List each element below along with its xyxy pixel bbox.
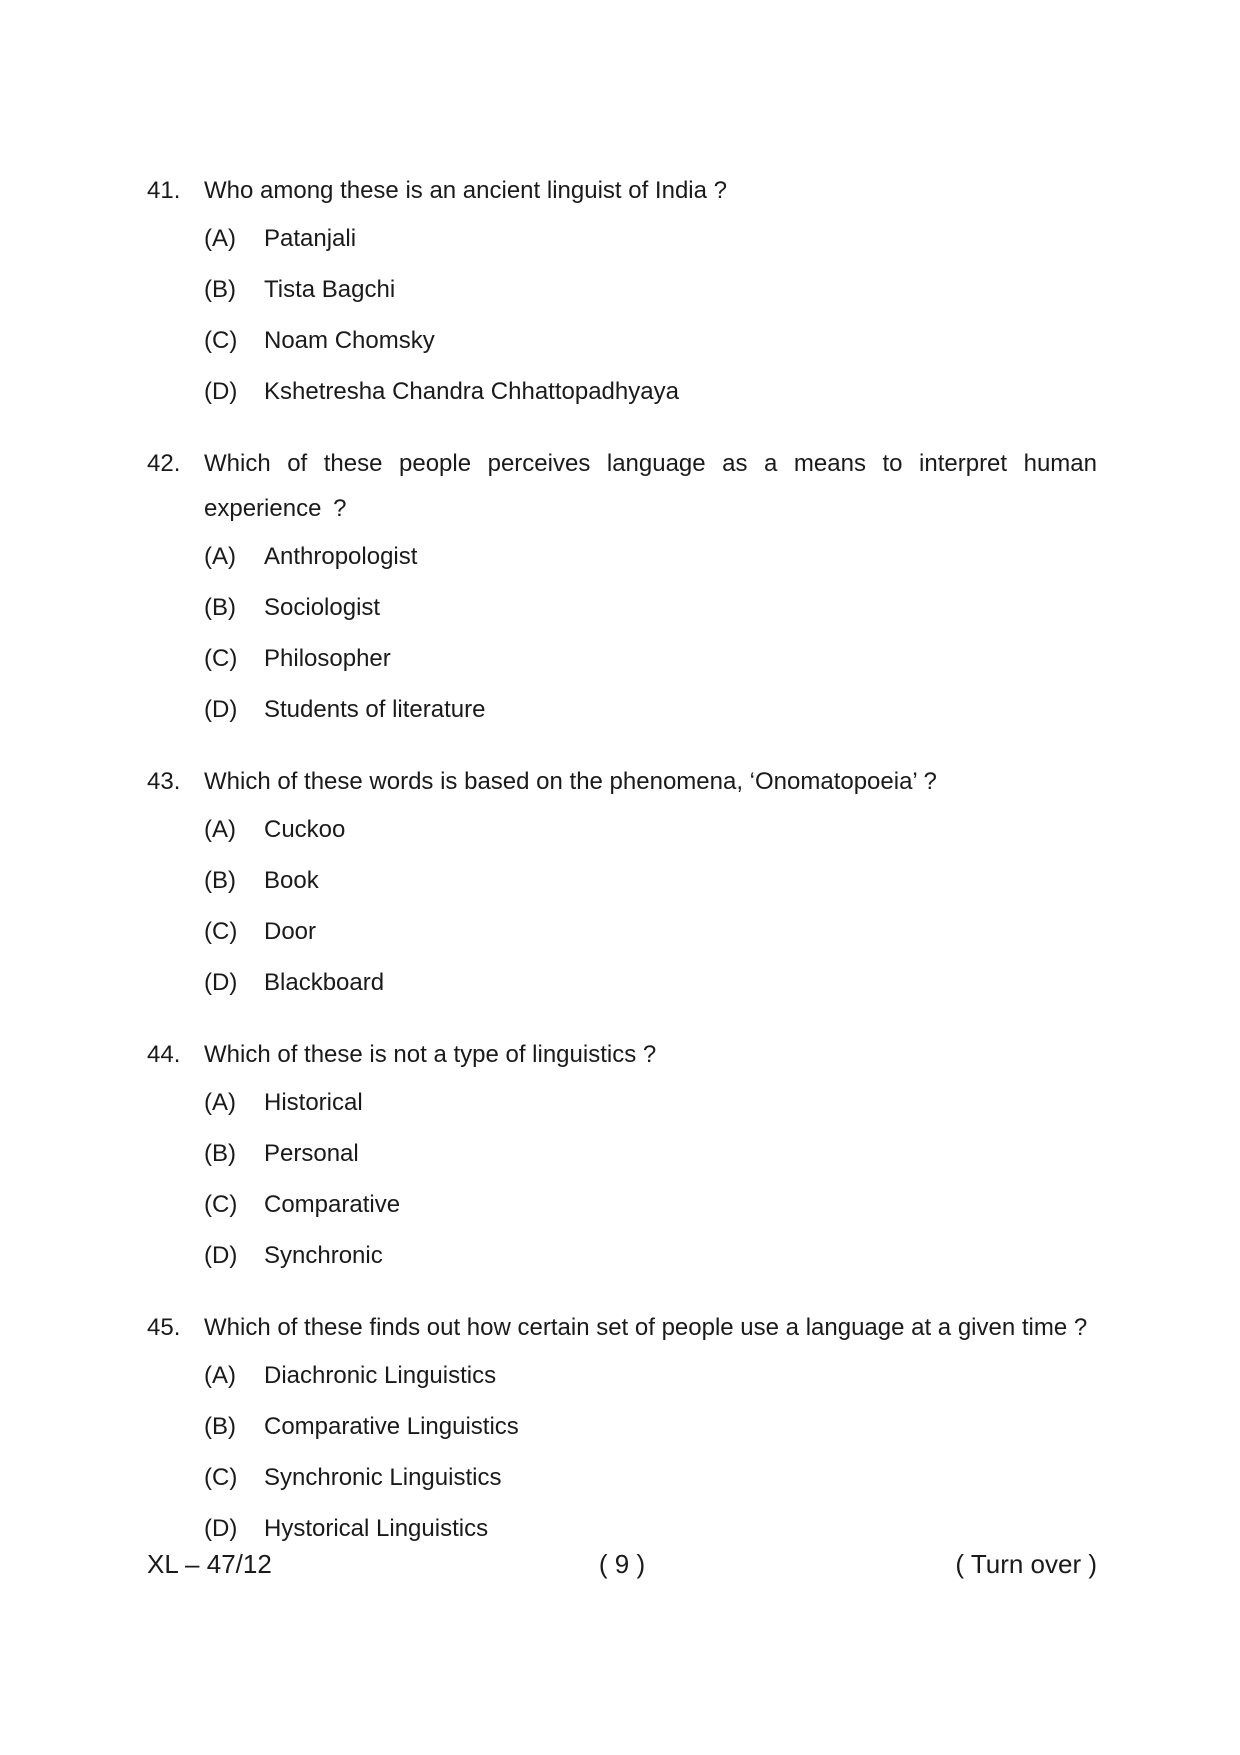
option-text: Anthropologist <box>264 543 418 570</box>
option-letter: (D) <box>204 1242 238 1269</box>
question-44 <box>147 1032 1097 1281</box>
option-a <box>147 531 1097 582</box>
question-text: Which of these is not a type of linguistics ? <box>204 1041 657 1068</box>
option-a <box>147 1077 1097 1128</box>
option-text: Cuckoo <box>264 816 346 843</box>
question-text: Which of these words is based on the phenomena, ‘Onomatopoeia’ ? <box>204 768 937 795</box>
option-letter: (D) <box>204 1515 238 1542</box>
option-text: Book <box>264 867 319 894</box>
option-list <box>147 1350 1097 1554</box>
option-letter: (B) <box>204 594 236 621</box>
option-text: Patanjali <box>264 225 357 252</box>
option-letter: (A) <box>204 816 236 843</box>
option-letter: (C) <box>204 327 238 354</box>
question-header <box>147 759 1097 804</box>
option-letter: (B) <box>204 867 236 894</box>
question-43 <box>147 759 1097 1008</box>
option-letter: (A) <box>204 1089 236 1116</box>
question-number: 42. <box>147 450 181 477</box>
option-b <box>147 582 1097 633</box>
option-c <box>147 906 1097 957</box>
option-c <box>147 1179 1097 1230</box>
option-letter: (C) <box>204 1464 238 1491</box>
option-c <box>147 633 1097 684</box>
option-text: Synchronic Linguistics <box>264 1464 502 1491</box>
option-text: Synchronic <box>264 1242 383 1269</box>
question-header <box>147 168 1097 213</box>
question-header <box>147 1305 1097 1350</box>
option-d <box>147 957 1097 1008</box>
option-text: Comparative Linguistics <box>264 1413 519 1440</box>
turn-over-label: ( Turn over ) <box>955 1549 1097 1579</box>
option-a <box>147 1350 1097 1401</box>
page-number: ( 9 ) <box>598 1549 646 1579</box>
question-number: 41. <box>147 177 181 204</box>
option-letter: (B) <box>204 1140 236 1167</box>
option-letter: (A) <box>204 225 236 252</box>
option-letter: (C) <box>204 918 238 945</box>
option-text: Noam Chomsky <box>264 327 435 354</box>
option-list <box>147 1077 1097 1281</box>
option-letter: (D) <box>204 969 238 996</box>
option-text: Diachronic Linguistics <box>264 1362 497 1389</box>
question-text: Which of these people perceives language as a means to interpret human experience ? <box>204 450 1097 522</box>
question-number: 45. <box>147 1314 181 1341</box>
option-letter: (C) <box>204 1191 238 1218</box>
option-b <box>147 1128 1097 1179</box>
option-text: Hystorical Linguistics <box>264 1515 489 1542</box>
option-text: Door <box>264 918 317 945</box>
option-text: Sociologist <box>264 594 381 621</box>
option-text: Blackboard <box>264 969 385 996</box>
option-d <box>147 684 1097 735</box>
question-45 <box>147 1305 1097 1554</box>
option-list <box>147 213 1097 417</box>
option-a <box>147 213 1097 264</box>
option-text: Personal <box>264 1140 359 1167</box>
option-text: Comparative <box>264 1191 401 1218</box>
option-list <box>147 531 1097 735</box>
option-letter: (C) <box>204 645 238 672</box>
option-d <box>147 1230 1097 1281</box>
page-footer <box>147 1544 1097 1584</box>
option-b <box>147 1401 1097 1452</box>
option-text: Kshetresha Chandra Chhattopadhyaya <box>264 378 679 405</box>
question-42 <box>147 441 1097 735</box>
option-letter: (A) <box>204 1362 236 1389</box>
option-a <box>147 804 1097 855</box>
paper-code: XL – 47/12 <box>147 1549 272 1579</box>
option-c <box>147 315 1097 366</box>
option-letter: (B) <box>204 276 236 303</box>
question-header <box>147 1032 1097 1077</box>
option-letter: (D) <box>204 378 238 405</box>
question-text: Which of these finds out how certain set of people use a language at a given time ? <box>204 1314 1088 1341</box>
question-41 <box>147 168 1097 417</box>
option-b <box>147 264 1097 315</box>
option-text: Students of literature <box>264 696 486 723</box>
question-header <box>147 441 1097 531</box>
question-paper <box>147 168 1097 1578</box>
option-text: Historical <box>264 1089 363 1116</box>
option-text: Philosopher <box>264 645 391 672</box>
option-d <box>147 366 1097 417</box>
question-text: Who among these is an ancient linguist of India ? <box>204 177 727 204</box>
option-letter: (B) <box>204 1413 236 1440</box>
question-number: 44. <box>147 1041 181 1068</box>
option-b <box>147 855 1097 906</box>
option-letter: (D) <box>204 696 238 723</box>
option-text: Tista Bagchi <box>264 276 396 303</box>
option-c <box>147 1452 1097 1503</box>
option-letter: (A) <box>204 543 236 570</box>
option-list <box>147 804 1097 1008</box>
question-number: 43. <box>147 768 181 795</box>
